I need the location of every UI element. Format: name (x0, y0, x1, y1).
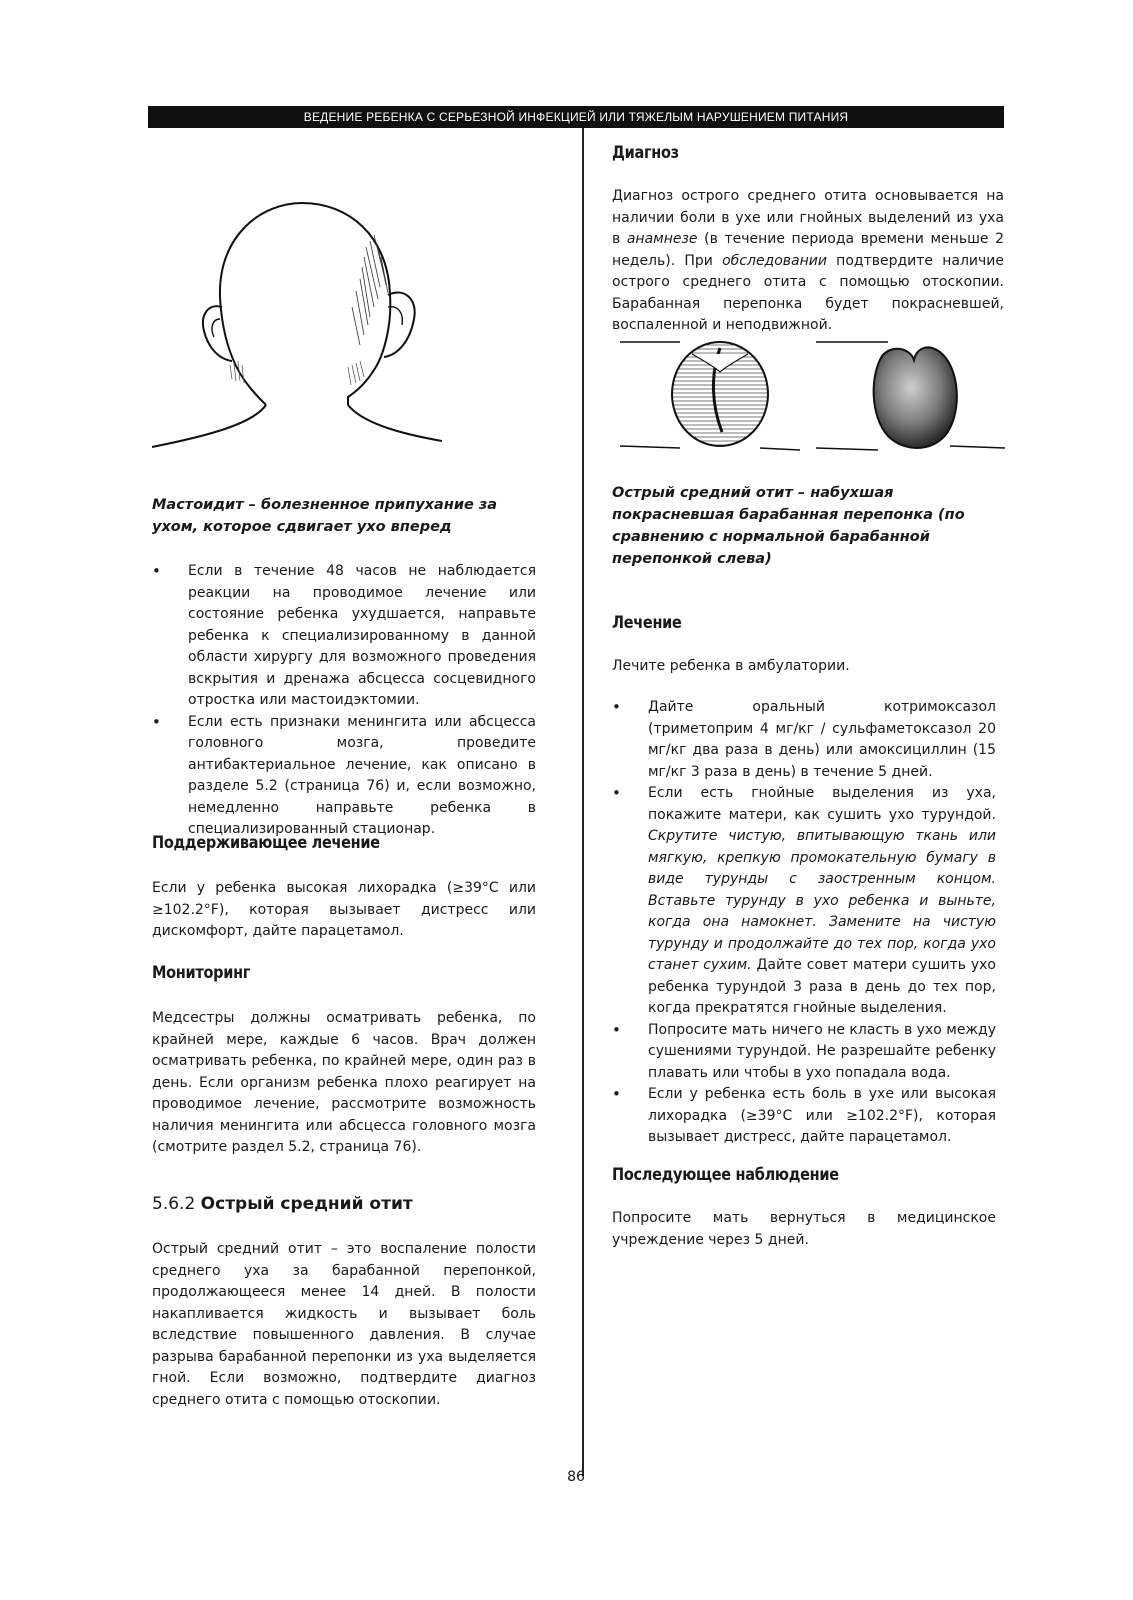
treatment-heading: Лечение (612, 614, 682, 633)
diagnosis-text-part: подтвердите наличие острого среднего отита с помощью отоскопии. Барабанная перепонка будет покрасневшей, воспаленной и неподвижной. (612, 252, 1004, 333)
section-title (152, 1194, 413, 1214)
diagnosis-text (612, 186, 1004, 337)
section-number: 5.6.2 (152, 1194, 196, 1214)
supportive-care-text: Если у ребенка высокая лихорадка (≥39°C или ≥102.2°F), которая вызывает дистресс или дискомфорт, дайте парацетамол. (152, 880, 536, 939)
page-number: 86 (567, 1469, 585, 1485)
bullet-text-part: Дайте совет матери сушить ухо ребенка турундой 3 раза в день до тех пор, когда прекратятся гнойные выделения. (648, 957, 996, 1016)
section-intro-text: Острый средний отит – это воспаление полости среднего уха за барабанной перепонкой, продолжающееся менее 14 дней. В полости накапливается жидкость и вызывает боль вследствие повышенного давления. В случае разрыва барабанной перепонки из уха выделяется гной. Если возможно, подтвердите диагноз среднего отита с помощью отоскопии. (152, 1241, 536, 1408)
otitis-figure-caption: Острый средний отит – набухшая покрасневшая барабанная перепонка (по сравнению с нормальной барабанной перепонкой слева) (612, 485, 965, 567)
mastoiditis-caption: Мастоидит – болезненное припухание за ухом, которое сдвигает ухо вперед (152, 497, 498, 535)
diagnosis-text-part: (в течение периода времени меньше 2 недель). При (612, 231, 1004, 269)
list-item: • Если у ребенка есть боль в ухе или высокая лихорадка (≥39°C или ≥102.2°F), которая вызывает дистресс, дайте парацетамол. (612, 1084, 996, 1149)
column-divider (582, 128, 584, 1476)
diagnosis-italic-term: обследовании (722, 252, 827, 269)
diagnosis-heading: Диагноз (612, 144, 679, 163)
bullet-text-part: Если есть гнойные выделения из уха, покажите матери, как сушить ухо турундой. (648, 785, 996, 823)
treatment-intro: Лечите ребенка в амбулатории. (612, 658, 850, 674)
diagnosis-italic-term: анамнезе (626, 231, 698, 247)
list-item: • Если в течение 48 часов не наблюдается реакции на проводимое лечение или состояние ребенка ухудшается, направьте ребенка к специализированному в данной области хирургу для возможного проведения вскрытия и дренажа абсцесса сосцевидного отростка или мастоидэктомии. (152, 561, 536, 712)
followup-text: Попросите мать вернуться в медицинское учреждение через 5 дней. (612, 1210, 996, 1248)
bullet-italic-instructions: Скрутите чистую, впитывающую ткань или мягкую, крепкую промокательную бумагу в виде турунды с заостренным концом. Вставьте турунду в ухо ребенка и выньте, когда она намокнет. Замените на чистую турунду и продолжайте до тех пор, когда ухо станет сухим. (648, 828, 996, 973)
mastoiditis-illustration (152, 195, 442, 455)
monitoring-text: Медсестры должны осматривать ребенка, по крайней мере, каждые 6 часов. Врач должен осматривать ребенка, по крайней мере, один раз в день. Если организм ребенка плохо реагирует на проводимое лечение, рассмотрите возможность наличия менингита или абсцесса головного мозга (смотрите раздел 5.2, страница 76). (152, 1010, 536, 1155)
followup-heading: Последующее наблюдение (612, 1166, 839, 1185)
mastoiditis-bullet-list (152, 561, 536, 841)
list-item (612, 783, 996, 1020)
supportive-care-heading: Поддерживающее лечение (152, 834, 380, 853)
diagnosis-text-part: Диагноз острого среднего отита основывается на наличии боли в ухе или гнойных выделений из уха в (612, 188, 1004, 247)
list-item: • Попросите мать ничего не класть в ухо между сушениями турундой. Не разрешайте ребенку плавать или чтобы в ухо попадала вода. (612, 1020, 996, 1085)
list-item: • Если есть признаки менингита или абсцесса головного мозга, проведите антибактериальное лечение, как описано в разделе 5.2 (страница 76) и, если возможно, немедленно направьте ребенка в специализированный стационар. (152, 712, 536, 841)
running-header: ВЕДЕНИЕ РЕБЕНКА С СЕРЬЕЗНОЙ ИНФЕКЦИЕЙ ИЛИ ТЯЖЕЛЫМ НАРУШЕНИЕМ ПИТАНИЯ (148, 106, 1004, 128)
list-item: • Дайте оральный котримоксазол (триметоприм 4 мг/кг / сульфаметоксазол 20 мг/кг два раза в день) или амоксициллин (15 мг/кг 3 раза в день) в течение 5 дней. (612, 697, 996, 783)
treatment-bullet-list (612, 697, 996, 1149)
monitoring-heading: Мониторинг (152, 964, 251, 983)
eardrum-illustration (620, 336, 1005, 466)
section-name: Острый средний отит (200, 1194, 413, 1214)
